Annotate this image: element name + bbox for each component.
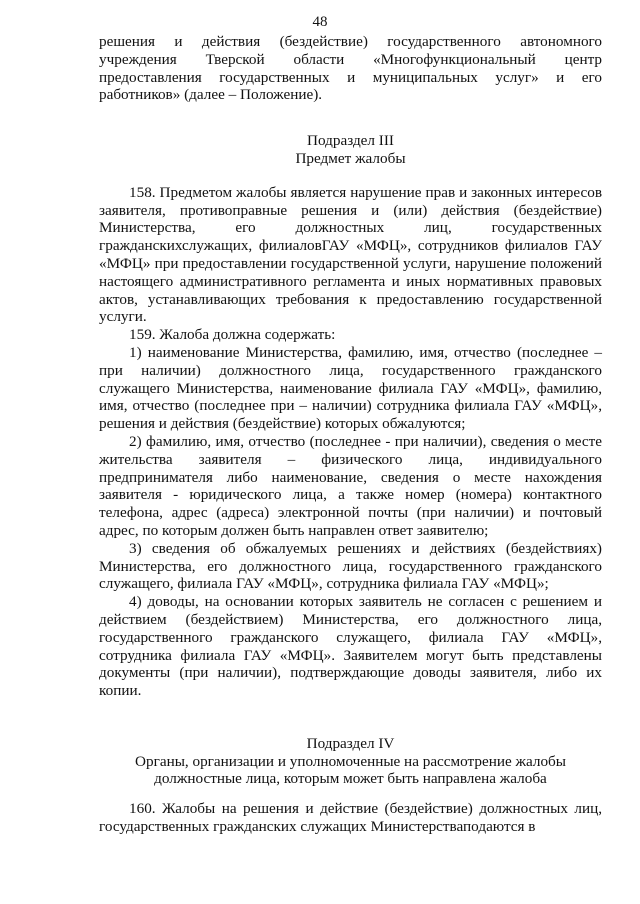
list-item-4: 4) доводы, на основании которых заявитель не согласен с решением и действием (бездействием) Министерства, его должностного лица, государственного гражданского служащего, филиала ГАУ «МФЦ», сотрудника филиала ГАУ «МФЦ». Заявителем могут быть представлены документы (при наличии), подтверждающие доводы заявителя, либо их копии.	[99, 593, 602, 700]
list-item-1: 1) наименование Министерства, фамилию, имя, отчество (последнее – при наличии) должностного лица, государственного гражданского служащего Министерства, наименование филиала ГАУ «МФЦ», фамилию, имя, отчество (последнее при – наличии) сотрудника филиала ГАУ «МФЦ», решения и действия (бездействие) которых обжалуются;	[99, 343, 602, 433]
paragraph-160: 160. Жалобы на решения и действие (бездействие) должностных лиц, государственных гражданских служащих Министерстваподаются в	[99, 800, 602, 836]
paragraph-159: 159. Жалоба должна содержать:	[129, 326, 336, 344]
lead-paragraph: решения и действия (бездействие) государственного автономного учреждения Тверской области «Многофункциональный центр предоставления государственных и муниципальных услуг» и его работников» (далее – Положение).	[99, 33, 602, 104]
subsection-4-title-line-2: должностные лица, которым может быть направлена жалоба	[154, 770, 547, 788]
subsection-3-label: Подраздел III	[307, 132, 394, 150]
subsection-3-title: Предмет жалобы	[295, 149, 406, 167]
list-item-3: 3) сведения об обжалуемых решениях и действиях (бездействиях) Министерства, его должностного лица, государственного гражданского служащего, филиала ГАУ «МФЦ», сотрудника филиала ГАУ «МФЦ»;	[99, 539, 602, 593]
page-number: 48	[312, 14, 328, 30]
subsection-4-title-line-1: Органы, организации и уполномоченные на рассмотрение жалобы	[135, 752, 566, 770]
paragraph-158: 158. Предметом жалобы является нарушение прав и законных интересов заявителя, противоправные решения и (или) действия (бездействие) Министерства, его должностных лиц, государственных гражданскихслужащих, филиаловГАУ «МФЦ», сотрудников филиалов ГАУ «МФЦ» при предоставлении государственной услуги, нарушение положений настоящего административного регламента и иных нормативных правовых актов, устанавливающих требования к предоставлению государственной услуги.	[99, 183, 602, 326]
subsection-4-label: Подраздел IV	[306, 734, 395, 752]
list-item-2: 2) фамилию, имя, отчество (последнее - при наличии), сведения о месте жительства заявителя – физического лица, индивидуального предпринимателя либо наименование, сведения о месте нахождения заявителя - юридического лица, а также номер (номера) контактного телефона, адрес (адреса) электронной почты (при наличии) и почтовый адрес, по которым должен быть направлен ответ заявителю;	[99, 432, 602, 539]
document-body	[99, 33, 602, 836]
